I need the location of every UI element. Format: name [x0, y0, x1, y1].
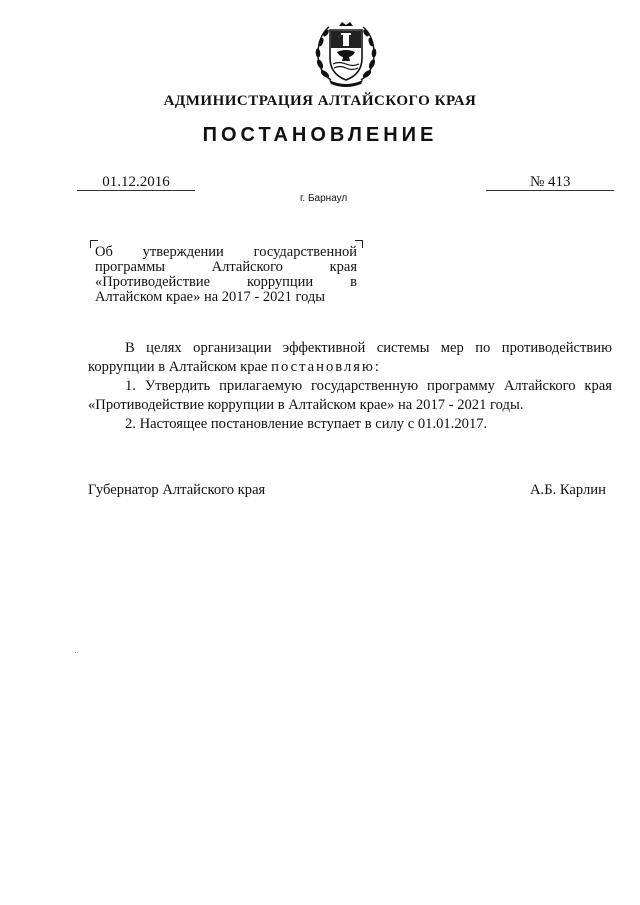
document-number: № 413: [530, 174, 571, 190]
document-subject: Об утверждении государственной программы Алтайского края «Противодействие коррупции в Алтайском крае» на 2017 - 2021 годы: [95, 244, 357, 305]
signatory-position: Губернатор Алтайского края: [88, 482, 266, 498]
document-city: г. Барнаул: [300, 193, 348, 204]
document-body: [88, 339, 612, 434]
body-intro: В целях организации эффективной системы мер по противодействию коррупции в Алтайском крае: [88, 340, 612, 375]
body-item-1: 1. Утвердить прилагаемую государственную программу Алтайского края «Противодействие коррупции в Алтайском крае» на 2017 - 2021 годы.: [88, 378, 612, 413]
organization-title: АДМИНИСТРАЦИЯ АЛТАЙСКОГО КРАЯ: [163, 93, 477, 109]
document-number-field: [486, 174, 614, 191]
body-item-2: 2. Настоящее постановление вступает в силу с 01.01.2017.: [125, 416, 488, 432]
document-type-title: ПОСТАНОВЛЕНИЕ: [202, 124, 438, 146]
signatory-name: А.Б. Карлин: [530, 482, 606, 498]
decree-word: постановляю:: [271, 359, 381, 375]
altai-krai-coat-of-arms-icon: [313, 20, 379, 88]
page-mark: [75, 652, 76, 653]
document-date: 01.12.2016: [77, 174, 195, 191]
body-intro-paragraph: [88, 339, 612, 377]
